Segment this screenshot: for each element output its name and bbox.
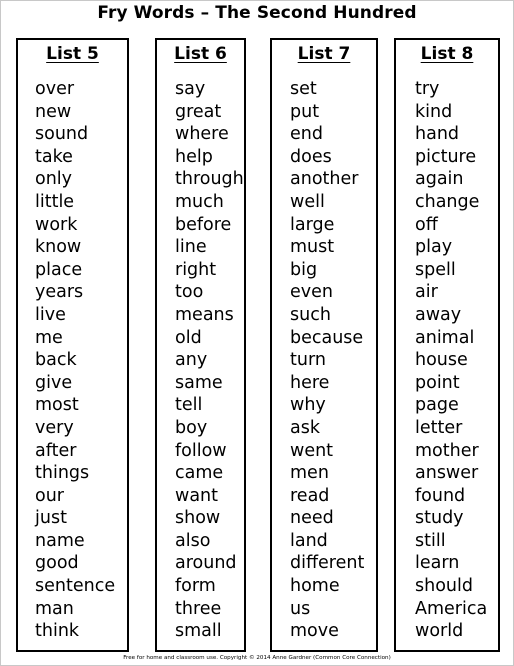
list-item: also	[175, 530, 211, 551]
list-item: here	[290, 372, 330, 393]
list-item: study	[415, 508, 464, 529]
list-item: turn	[290, 350, 326, 371]
list-item: does	[290, 146, 332, 167]
list-5-header: List 5	[46, 44, 99, 64]
list-item: ask	[290, 417, 320, 438]
list-item: spell	[415, 259, 456, 280]
list-item: things	[35, 463, 90, 484]
list-item: me	[35, 327, 63, 348]
list-item: most	[35, 395, 79, 416]
list-item: us	[290, 598, 311, 619]
page-title: Fry Words – The Second Hundred	[97, 3, 417, 23]
list-item: off	[415, 214, 438, 235]
list-item: went	[290, 440, 334, 461]
list-item: set	[290, 79, 317, 99]
list-item: air	[415, 282, 438, 303]
list-item: live	[35, 304, 66, 325]
list-item: found	[415, 485, 466, 506]
list-item: only	[35, 169, 73, 190]
list-item: such	[290, 304, 331, 325]
list-item: tell	[175, 395, 203, 416]
list-item: much	[175, 191, 224, 212]
word-list-column-7	[270, 38, 378, 652]
list-item: change	[415, 191, 480, 212]
list-item: end	[290, 124, 323, 145]
list-item: answer	[415, 463, 479, 484]
list-item: before	[175, 214, 232, 235]
list-item: because	[290, 327, 364, 348]
list-item: too	[175, 282, 204, 303]
list-item: should	[415, 576, 473, 597]
list-item: work	[35, 214, 78, 235]
list-item: play	[415, 237, 453, 258]
list-item: away	[415, 304, 462, 325]
list-item: follow	[175, 440, 227, 461]
list-item: kind	[415, 101, 453, 122]
word-list-column-5	[16, 38, 129, 652]
list-item: through	[175, 169, 244, 190]
list-7-words	[290, 78, 364, 643]
list-item: means	[175, 304, 234, 325]
list-item: sentence	[35, 576, 116, 597]
list-item: large	[290, 214, 335, 235]
list-item: boy	[175, 417, 208, 438]
list-item: years	[35, 282, 84, 303]
list-item: mother	[415, 440, 479, 461]
list-item: men	[290, 463, 329, 484]
list-item: world	[415, 621, 464, 642]
list-item: home	[290, 576, 340, 597]
list-item: any	[175, 350, 208, 371]
list-item: need	[290, 508, 334, 529]
list-item: put	[290, 101, 320, 122]
list-item: think	[35, 621, 80, 642]
list-item: say	[175, 79, 206, 99]
list-item: again	[415, 169, 464, 190]
list-item: picture	[415, 146, 477, 167]
list-item: move	[290, 621, 339, 642]
list-item: name	[35, 530, 85, 551]
copyright-footer: Free for home and classroom use. Copyright © 2014 Anne Gardner (Common Core Connection)	[123, 655, 391, 661]
list-item: must	[290, 237, 335, 258]
list-item: even	[290, 282, 333, 303]
list-item: well	[290, 191, 325, 212]
list-item: know	[35, 237, 82, 258]
list-item: line	[175, 237, 207, 258]
list-item: great	[175, 101, 222, 122]
list-item: land	[290, 530, 328, 551]
list-item: where	[175, 124, 229, 145]
word-list-column-6	[155, 38, 246, 652]
list-5-words	[35, 78, 115, 643]
list-8-words	[415, 78, 487, 643]
list-8-header: List 8	[420, 44, 474, 64]
list-item: same	[175, 372, 223, 393]
list-item: man	[35, 598, 74, 619]
list-item: animal	[415, 327, 475, 348]
list-item: right	[175, 259, 217, 280]
list-item: three	[175, 598, 222, 619]
list-item: give	[35, 372, 73, 393]
list-item: hand	[415, 124, 460, 145]
list-item: little	[35, 191, 75, 212]
list-item: page	[415, 395, 459, 416]
list-item: big	[290, 259, 318, 280]
list-item: still	[415, 530, 446, 551]
list-item: small	[175, 621, 222, 642]
list-6-header: List 6	[174, 44, 227, 64]
list-item: learn	[415, 553, 460, 574]
list-item: just	[35, 508, 67, 529]
list-item: around	[175, 553, 237, 574]
list-7-header: List 7	[297, 44, 351, 64]
list-item: old	[175, 327, 202, 348]
list-item: another	[290, 169, 359, 190]
list-item: good	[35, 553, 79, 574]
list-item: different	[290, 553, 365, 574]
list-item: letter	[415, 417, 463, 438]
list-item: help	[175, 146, 213, 167]
list-item: point	[415, 372, 460, 393]
list-item: want	[175, 485, 218, 506]
list-item: came	[175, 463, 224, 484]
list-item: sound	[35, 124, 89, 145]
list-item: house	[415, 350, 468, 371]
list-item: our	[35, 485, 64, 506]
list-item: show	[175, 508, 221, 529]
list-item: why	[290, 395, 326, 416]
list-6-words	[175, 78, 244, 643]
list-item: try	[415, 79, 440, 99]
list-item: after	[35, 440, 77, 461]
list-item: take	[35, 146, 73, 167]
list-item: very	[35, 417, 74, 438]
list-item: read	[290, 485, 330, 506]
list-item: form	[175, 576, 216, 597]
list-item: over	[35, 79, 75, 99]
list-item: place	[35, 259, 83, 280]
list-item: new	[35, 101, 72, 122]
word-list-column-8	[394, 38, 500, 652]
list-item: back	[35, 350, 77, 371]
list-item: America	[415, 598, 488, 619]
